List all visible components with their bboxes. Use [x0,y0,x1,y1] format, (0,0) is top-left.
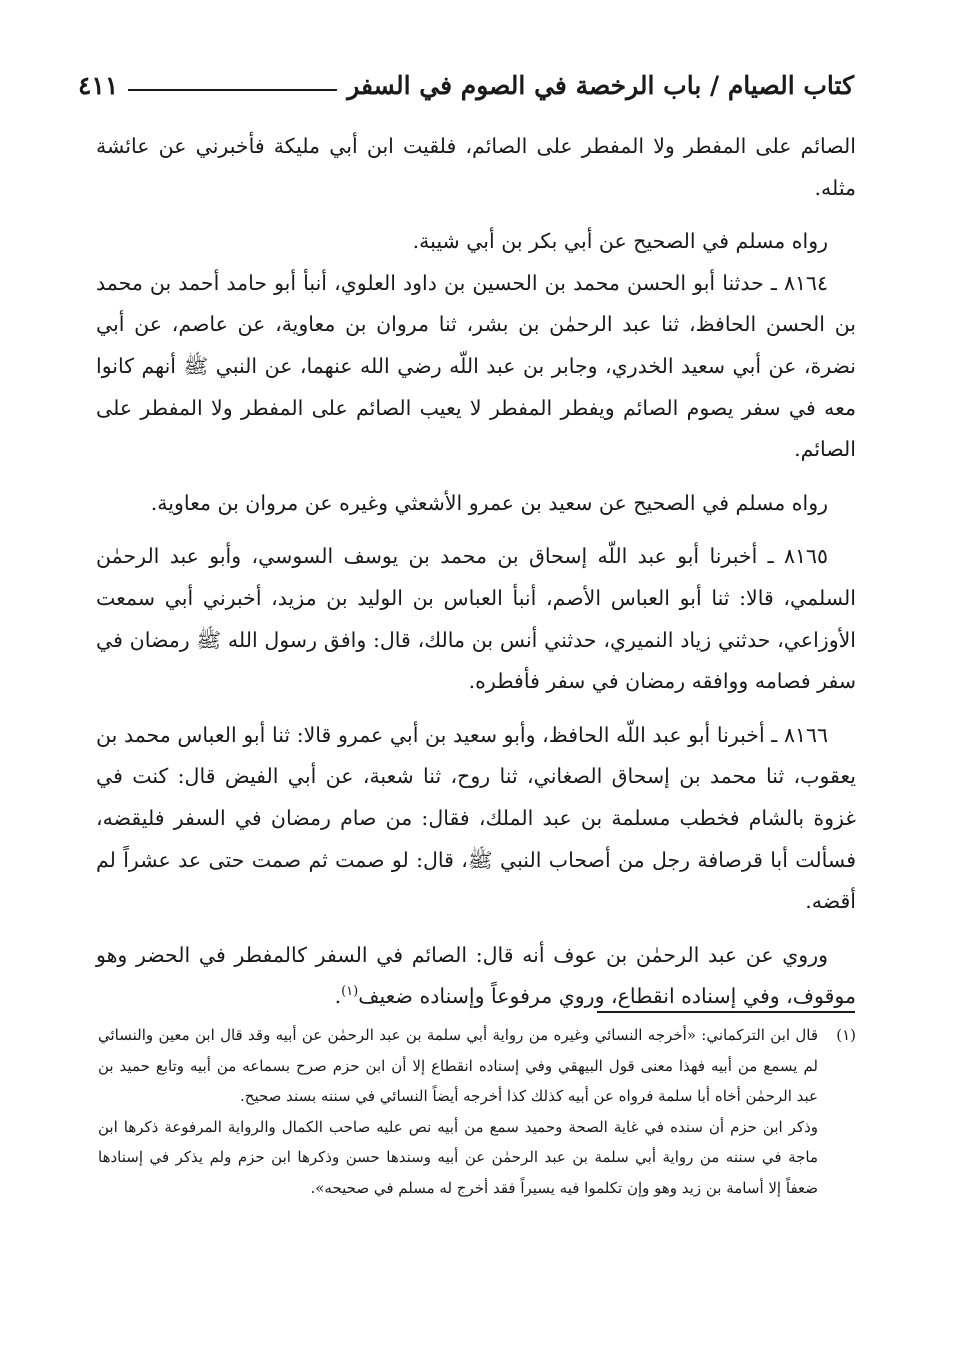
footnote-reference: (١) [341,984,359,1000]
hadith-8165: ٨١٦٥ ـ أخبرنا أبو عبد اللّه إسحاق بن محمد بن يوسف السوسي، وأبو عبد الرحمٰن السلمي، قالا: ثنا أبو العباس الأصم، أنبأ العباس بن الوليد بن مزيد، أخبرني أبي سمعت الأوزاعي، حدثني زياد النميري، حدثني أنس بن مالك، قال: وافق رسول الله ﷺ رمضان في سفر فصامه ووافقه رمضان في سفر فأفطره. [96,544,856,694]
footnote-text: قال ابن التركماني: «أخرجه النسائي وغيره من رواية أبي سلمة بن عبد الرحمٰن عن أبيه وقد قال ابن معين والنسائي لم يسمع من أبيه فهذا معنى قول البيهقي وفي إسناده انقطاع إلا أن ابن حزم صرح بسماعه من أبيه وتابع حميد بن عبد الرحمٰن أخاه أبا سلمة فرواه عن أبيه كذلك كذا أخرجه أيضاً النسائي في سننه بسند صحيح. [98,1026,818,1105]
header-rule [128,89,337,91]
page-number: ٤١١ [78,70,119,100]
closing-period: . [334,984,342,1009]
footnote-1 [98,1020,856,1112]
paragraph-narration-note: رواه مسلم في الصحيح عن سعيد بن عمرو الأشعثي وغيره عن مروان بن معاوية. [150,490,828,515]
paragraph-closing [96,935,856,1018]
running-header [78,60,854,110]
closing-text: وروي عن عبد الرحمٰن بن عوف أنه قال: الصائم في السفر كالمفطر في الحضر وهو موقوف، وفي إسناده انقطاع، وروي مرفوعاً وإسناده ضعيف [96,942,856,1009]
footnote-1-continuation: وذكر ابن حزم أن سنده في غاية الصحة وحميد سمع من أبيه نص عليه صاحب الكمال والرواية المرفوعة ذكرها ابن ماجة في سننه من رواية أبي سلمة بن عبد الرحمٰن عن أبيه وسندها حسن وذكرها ابن حزم ولم يذكر في إسنادها ضعفاً إلا أسامة بن زيد وهو وإن تكلموا فيه يسيراً فقد أخرج له مسلم في صحيحه». [98,1117,818,1197]
footnote-number: (١) [836,1026,856,1044]
chapter-title: كتاب الصيام / باب الرخصة في الصوم في السفر [347,70,854,100]
footnote-separator [597,1011,855,1013]
hadith-8164: ٨١٦٤ ـ حدثنا أبو الحسن محمد بن الحسين بن داود العلوي، أنبأ أبو حامد أحمد بن محمد بن الحسن الحافظ، ثنا عبد الرحمٰن بن بشر، ثنا مروان بن معاوية، عن عاصم، عن أبي نضرة، عن أبي سعيد الخدري، وجابر بن عبد اللّه رضي الله عنهما، عن النبي ﷺ أنهم كانوا معه في سفر يصوم الصائم ويفطر المفطر لا يعيب الصائم على المفطر ولا المفطر على الصائم. [96,270,856,462]
paragraph-narration-note: رواه مسلم في الصحيح عن أبي بكر بن أبي شيبة. [412,229,828,254]
paragraph-continuation: الصائم على المفطر ولا المفطر على الصائم، فلقيت ابن أبي مليكة فأخبرني عن عائشة مثله. [96,134,856,200]
hadith-8166: ٨١٦٦ ـ أخبرنا أبو عبد اللّه الحافظ، وأبو سعيد بن أبي عمرو قالا: ثنا أبو العباس محمد بن يعقوب، ثنا محمد بن إسحاق الصغاني، ثنا روح، ثنا شعبة، عن أبي الفيض قال: كنت في غزوة بالشام فخطب مسلمة بن عبد الملك، فقال: من صام رمضان في السفر فليقضه، فسألت أبا قرصافة رجل من أصحاب النبي ﷺ، قال: لو صمت ثم صمت حتى عد عشراً لم أقضه. [96,722,856,914]
main-text [96,126,856,1018]
footnotes [98,1020,856,1203]
